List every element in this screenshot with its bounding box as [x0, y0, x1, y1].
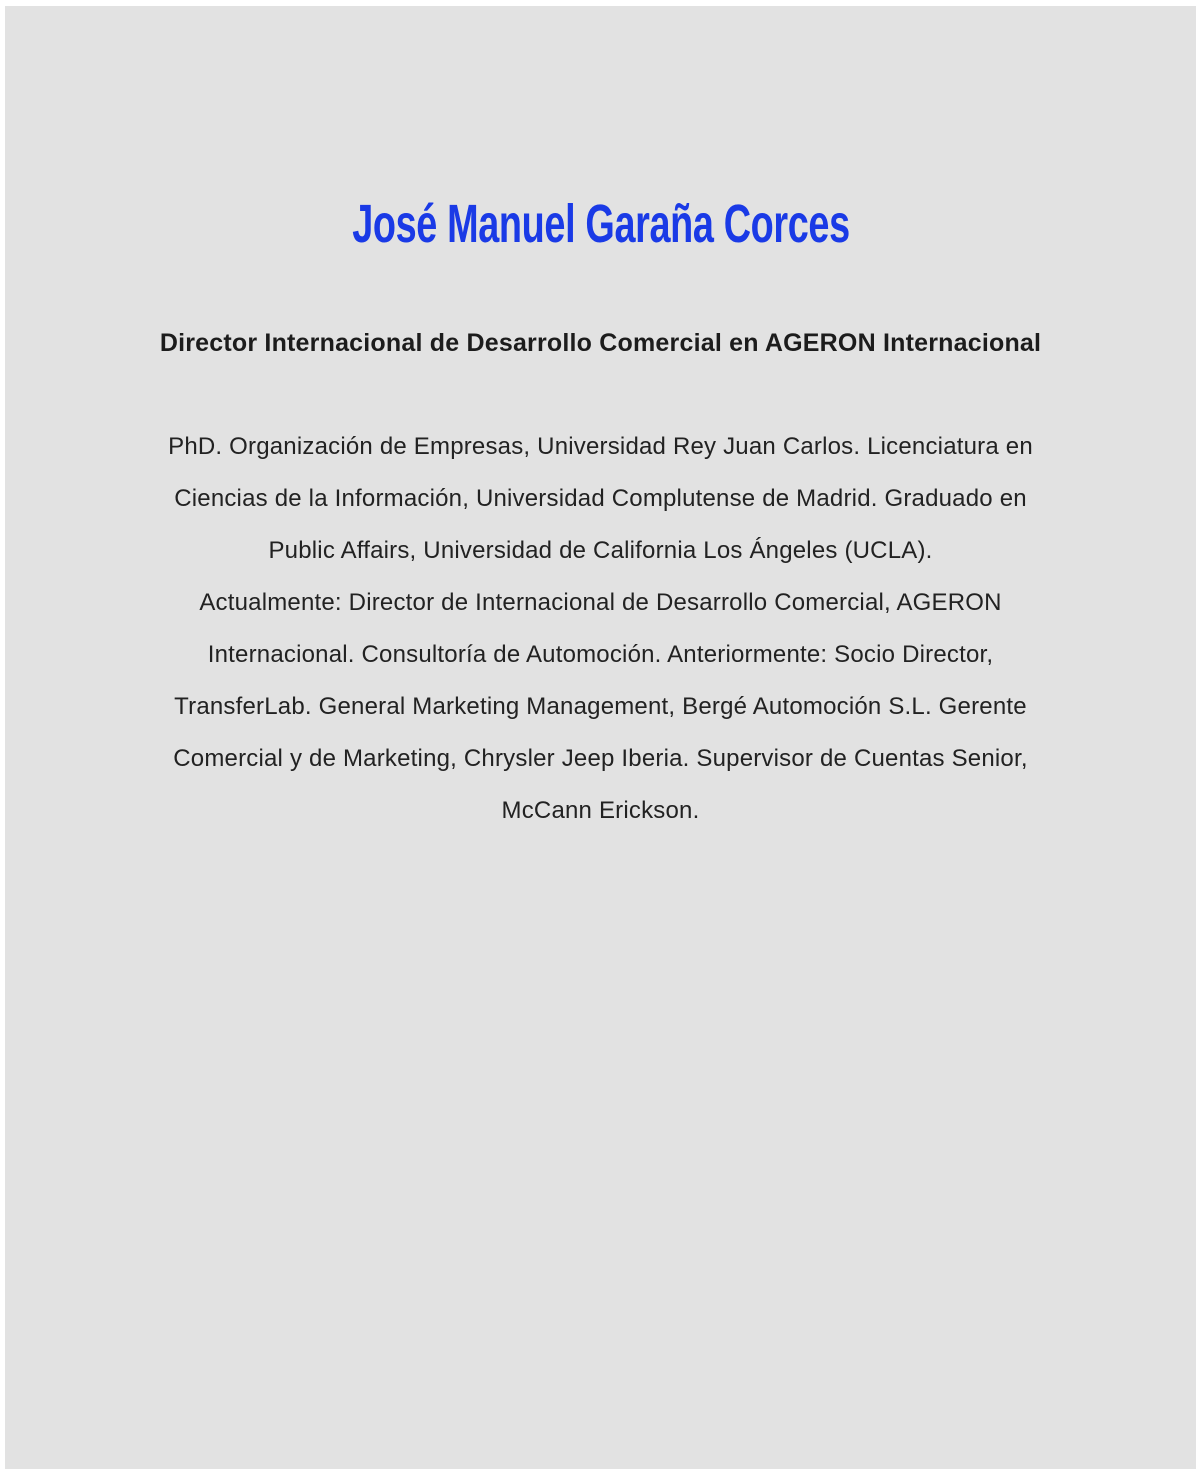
profile-role-subtitle: Director Internacional de Desarrollo Comercial en AGERON Internacional	[159, 329, 1042, 357]
bio-line: Actualmente: Director de Internacional de Desarrollo Comercial, AGERON	[199, 589, 1002, 616]
profile-content	[96, 6, 1106, 837]
bio-line: McCann Erickson.	[501, 797, 700, 824]
bio-line: TransferLab. General Marketing Management, Bergé Automoción S.L. Gerente	[174, 693, 1027, 720]
bio-line: PhD. Organización de Empresas, Universidad Rey Juan Carlos. Licenciatura en	[168, 433, 1033, 460]
page-title: José Manuel Garaña Corces	[351, 194, 850, 254]
bio-line: Public Affairs, Universidad de California Los Ángeles (UCLA).	[268, 537, 933, 564]
bio-paragraph	[96, 421, 1106, 837]
bio-line: Internacional. Consultoría de Automoción. Anteriormente: Socio Director,	[207, 641, 994, 668]
page-background	[5, 6, 1196, 1469]
bio-line: Comercial y de Marketing, Chrysler Jeep Iberia. Supervisor de Cuentas Senior,	[173, 745, 1028, 772]
bio-line: Ciencias de la Información, Universidad Complutense de Madrid. Graduado en	[174, 485, 1027, 512]
